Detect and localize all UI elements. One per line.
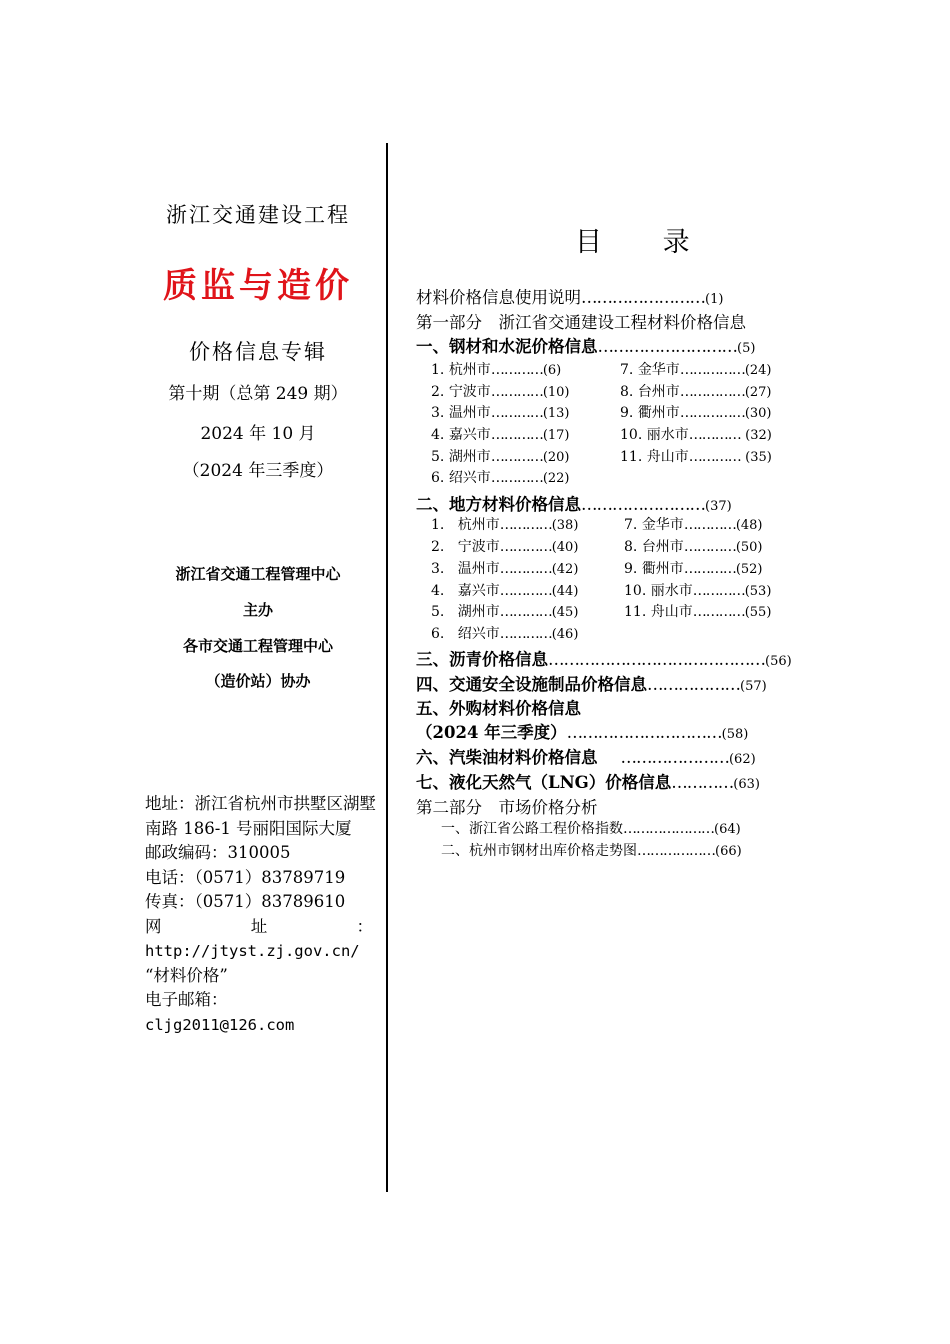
toc-section-5-sub[interactable]	[416, 719, 748, 743]
contact-email[interactable]: cljg2011@126.com	[145, 1015, 295, 1034]
toc-page-number: (38)	[551, 518, 579, 533]
item-name: 舟山市	[646, 449, 689, 465]
toc-leader: …………	[499, 517, 552, 533]
toc-leader: …………	[499, 539, 552, 555]
host-line-2: 主办	[242, 601, 273, 619]
host-line-4: （造价站）协办	[205, 672, 311, 690]
toc-page-number: (55)	[744, 605, 772, 620]
toc-leader: …………	[499, 583, 552, 599]
toc-leader: ……………	[679, 362, 745, 378]
toc-leader: …………	[490, 427, 543, 443]
item-number: 10.	[620, 427, 643, 443]
toc-leader: …………	[683, 561, 736, 577]
item-name: 宁波市	[457, 539, 500, 555]
toc-leader: …………	[671, 773, 734, 792]
toc-page-number: (13)	[542, 406, 570, 421]
item-number: 1.	[431, 362, 445, 378]
toc-page-number: (6)	[542, 363, 562, 378]
toc-sub-item[interactable]	[431, 514, 578, 534]
item-number: 4.	[431, 427, 445, 443]
toc-leader: …………	[683, 539, 736, 555]
toc-sub-item[interactable]	[431, 424, 570, 444]
item-name: 宁波市	[448, 384, 491, 400]
toc-page-number: (30)	[744, 406, 772, 421]
toc-page-number: (56)	[765, 654, 792, 669]
toc-page-number: (53)	[744, 584, 772, 599]
toc-leader: …………	[499, 561, 552, 577]
toc-sub-item[interactable]	[620, 402, 772, 422]
toc-sub-item[interactable]	[431, 623, 578, 643]
item-name: 嘉兴市	[457, 583, 500, 599]
item-name: 绍兴市	[457, 626, 500, 642]
toc-leader: ……………	[679, 384, 745, 400]
toc-leader: …………	[683, 517, 736, 533]
item-number: 11.	[624, 604, 647, 620]
contact-address: 地址：浙江省杭州市拱墅区湖墅南路 186-1 号丽阳国际大厦	[145, 794, 376, 838]
toc-sub-item[interactable]	[431, 446, 570, 466]
item-number: 6.	[431, 470, 445, 486]
toc-section-2[interactable]	[416, 491, 732, 515]
web-label-3: ：	[356, 916, 373, 936]
item-name: 台州市	[641, 539, 684, 555]
issue-quarter: （2024 年三季度）	[182, 461, 334, 481]
toc-title: 目 录	[575, 227, 716, 258]
toc-page-number: (62)	[728, 752, 756, 767]
toc-leader: …………	[688, 427, 741, 443]
toc-leader: ……………………………………	[548, 650, 765, 669]
column-divider	[386, 143, 388, 1192]
toc-page-number: (17)	[542, 428, 570, 443]
contact-web-section: “材料价格”	[145, 965, 228, 985]
item-number: 4.	[431, 583, 445, 599]
org-title: 浙江交通建设工程	[166, 203, 350, 227]
toc-entry-label: 二、地方材料价格信息	[416, 495, 581, 514]
item-number: 2.	[431, 539, 445, 555]
toc-part2-item[interactable]	[441, 818, 741, 838]
toc-leader: …………………………	[566, 723, 722, 742]
item-name: 舟山市	[650, 604, 693, 620]
contact-email-label: 电子邮箱：	[145, 990, 228, 1009]
item-name: 湖州市	[448, 449, 491, 465]
toc-page-number: (44)	[551, 584, 579, 599]
toc-leader: …………	[692, 604, 745, 620]
item-number: 7.	[620, 362, 634, 378]
toc-leader: ………………………	[597, 337, 737, 356]
toc-page-number: (66)	[715, 844, 742, 859]
toc-part1-heading: 第一部分 浙江省交通建设工程材料价格信息	[416, 313, 746, 332]
toc-entry-label: 七、液化天然气（LNG）价格信息	[416, 773, 672, 792]
toc-page-number: (48)	[735, 518, 763, 533]
toc-leader: …………	[490, 470, 543, 486]
toc-usage[interactable]	[416, 284, 723, 308]
toc-leader: …………	[490, 384, 543, 400]
toc-section-4[interactable]	[416, 671, 767, 695]
toc-sub-item[interactable]	[624, 536, 763, 556]
web-label-1: 网	[145, 916, 162, 936]
brand-title: 质监与造价	[163, 266, 353, 306]
toc-leader: …………	[490, 362, 543, 378]
toc-leader: ……………	[679, 405, 745, 421]
toc-page-number: (1)	[705, 292, 724, 307]
toc-leader: …………	[490, 449, 543, 465]
toc-page-number: (10)	[542, 385, 570, 400]
toc-leader: …………	[499, 604, 552, 620]
item-number: 8.	[620, 384, 634, 400]
toc-leader: ……………………	[581, 495, 705, 514]
toc-sub-item[interactable]	[624, 558, 763, 578]
toc-page-number: (50)	[735, 540, 763, 555]
item-name: 温州市	[457, 561, 500, 577]
toc-page-number: (52)	[735, 562, 763, 577]
toc-sub-item[interactable]	[431, 536, 578, 556]
contact-phone: 电话：（0571）83789719	[145, 867, 346, 887]
toc-sub-item[interactable]	[431, 402, 570, 422]
toc-sub-item[interactable]	[624, 601, 771, 621]
toc-page-number: (40)	[551, 540, 579, 555]
toc-entry-label: （2024 年三季度）	[416, 723, 567, 742]
contact-fax: 传真：（0571）83789610	[145, 892, 346, 911]
toc-sub-item[interactable]	[431, 381, 570, 401]
toc-page-number: (5)	[737, 341, 756, 356]
toc-sub-item[interactable]	[624, 514, 763, 534]
toc-page-number: (24)	[744, 363, 772, 378]
item-number: 6.	[431, 626, 445, 642]
toc-sub-item[interactable]	[431, 601, 578, 621]
contact-web-label	[145, 915, 373, 940]
toc-leader: ………………	[647, 675, 740, 694]
item-number: 11.	[620, 449, 643, 465]
toc-section-6[interactable]	[416, 744, 756, 768]
item-number: 3.	[431, 561, 445, 577]
toc-page-number: (35)	[745, 450, 772, 465]
toc-page-number: (58)	[721, 727, 749, 742]
toc-section-1[interactable]	[416, 333, 755, 357]
toc-leader: …………	[692, 583, 745, 599]
issue-date: 2024 年 10 月	[200, 424, 316, 444]
toc-page-number: (45)	[551, 605, 579, 620]
item-number: 7.	[624, 517, 638, 533]
toc-sub-item[interactable]	[624, 580, 771, 600]
toc-sub-item[interactable]	[620, 381, 772, 401]
toc-section-5[interactable]: 五、外购材料价格信息	[416, 699, 581, 718]
toc-entry-label: 材料价格信息使用说明	[416, 288, 581, 307]
toc-leader: …………………	[623, 821, 714, 837]
item-number: 9.	[624, 561, 638, 577]
item-name: 嘉兴市	[448, 427, 491, 443]
toc-page-number: (42)	[551, 562, 579, 577]
item-number: 5.	[431, 604, 445, 620]
item-name: 衢州市	[641, 561, 684, 577]
item-name: 台州市	[637, 384, 680, 400]
item-name: 丽水市	[646, 427, 689, 443]
item-name: 温州市	[448, 405, 491, 421]
issue-number: 第十期（总第 249 期）	[168, 384, 348, 404]
item-name: 丽水市	[650, 583, 693, 599]
item-name: 杭州市	[448, 362, 491, 378]
toc-leader: …………………	[620, 748, 729, 767]
toc-leader: …………	[490, 405, 543, 421]
item-number: 2.	[431, 384, 445, 400]
toc-sub-item[interactable]	[620, 359, 772, 379]
toc-sub-item[interactable]	[431, 359, 561, 379]
toc-entry-label: 一、钢材和水泥价格信息	[416, 337, 598, 356]
item-number: 5.	[431, 449, 445, 465]
toc-part2-item[interactable]	[441, 840, 742, 860]
item-name: 湖州市	[457, 604, 500, 620]
contact-postcode: 邮政编码：310005	[145, 843, 291, 862]
item-number: 9.	[620, 405, 634, 421]
toc-section-7[interactable]	[416, 769, 760, 793]
toc-sub-item[interactable]	[431, 467, 570, 487]
toc-leader: ……………………	[581, 288, 705, 307]
toc-sub-item[interactable]	[431, 558, 578, 578]
toc-leader: …………	[499, 626, 552, 642]
item-name: 衢州市	[637, 405, 680, 421]
item-number: 8.	[624, 539, 638, 555]
toc-page-number: (20)	[542, 450, 570, 465]
toc-entry-label: 一、浙江省公路工程价格指数	[441, 821, 623, 837]
toc-entry-label: 四、交通安全设施制品价格信息	[416, 675, 647, 694]
contact-web-url[interactable]: http://jtyst.zj.gov.cn/	[145, 942, 360, 960]
item-number: 3.	[431, 405, 445, 421]
toc-page-number: (64)	[714, 822, 741, 837]
toc-part2-heading: 第二部分 市场价格分析	[416, 798, 598, 817]
toc-leader: ………………	[637, 843, 715, 859]
toc-entry-label: 六、汽柴油材料价格信息	[416, 748, 598, 767]
item-name: 金华市	[637, 362, 680, 378]
toc-leader: …………	[688, 449, 741, 465]
toc-page-number: (22)	[542, 471, 570, 486]
contact-block	[145, 792, 377, 1037]
item-number: 10.	[624, 583, 647, 599]
toc-page-number: (37)	[705, 499, 732, 514]
toc-page-number: (27)	[744, 385, 772, 400]
special-title: 价格信息专辑	[189, 340, 327, 364]
toc-entry-label: 三、沥青价格信息	[416, 650, 548, 669]
toc-sub-item[interactable]	[620, 424, 772, 444]
toc-sub-item[interactable]	[431, 580, 578, 600]
host-line-3: 各市交通工程管理中心	[182, 637, 333, 655]
toc-page-number: (32)	[745, 428, 772, 443]
item-number: 1.	[431, 517, 445, 533]
host-line-1: 浙江省交通工程管理中心	[175, 565, 341, 583]
item-name: 杭州市	[457, 517, 500, 533]
toc-sub-item[interactable]	[620, 446, 772, 466]
toc-page-number: (57)	[740, 679, 767, 694]
item-name: 金华市	[641, 517, 684, 533]
item-name: 绍兴市	[448, 470, 491, 486]
web-label-2: 址	[250, 916, 268, 936]
toc-page-number: (63)	[733, 777, 760, 792]
toc-section-3[interactable]	[416, 646, 792, 670]
toc-page-number: (46)	[551, 627, 579, 642]
toc-entry-label: 二、杭州市钢材出库价格走势图	[441, 843, 637, 859]
